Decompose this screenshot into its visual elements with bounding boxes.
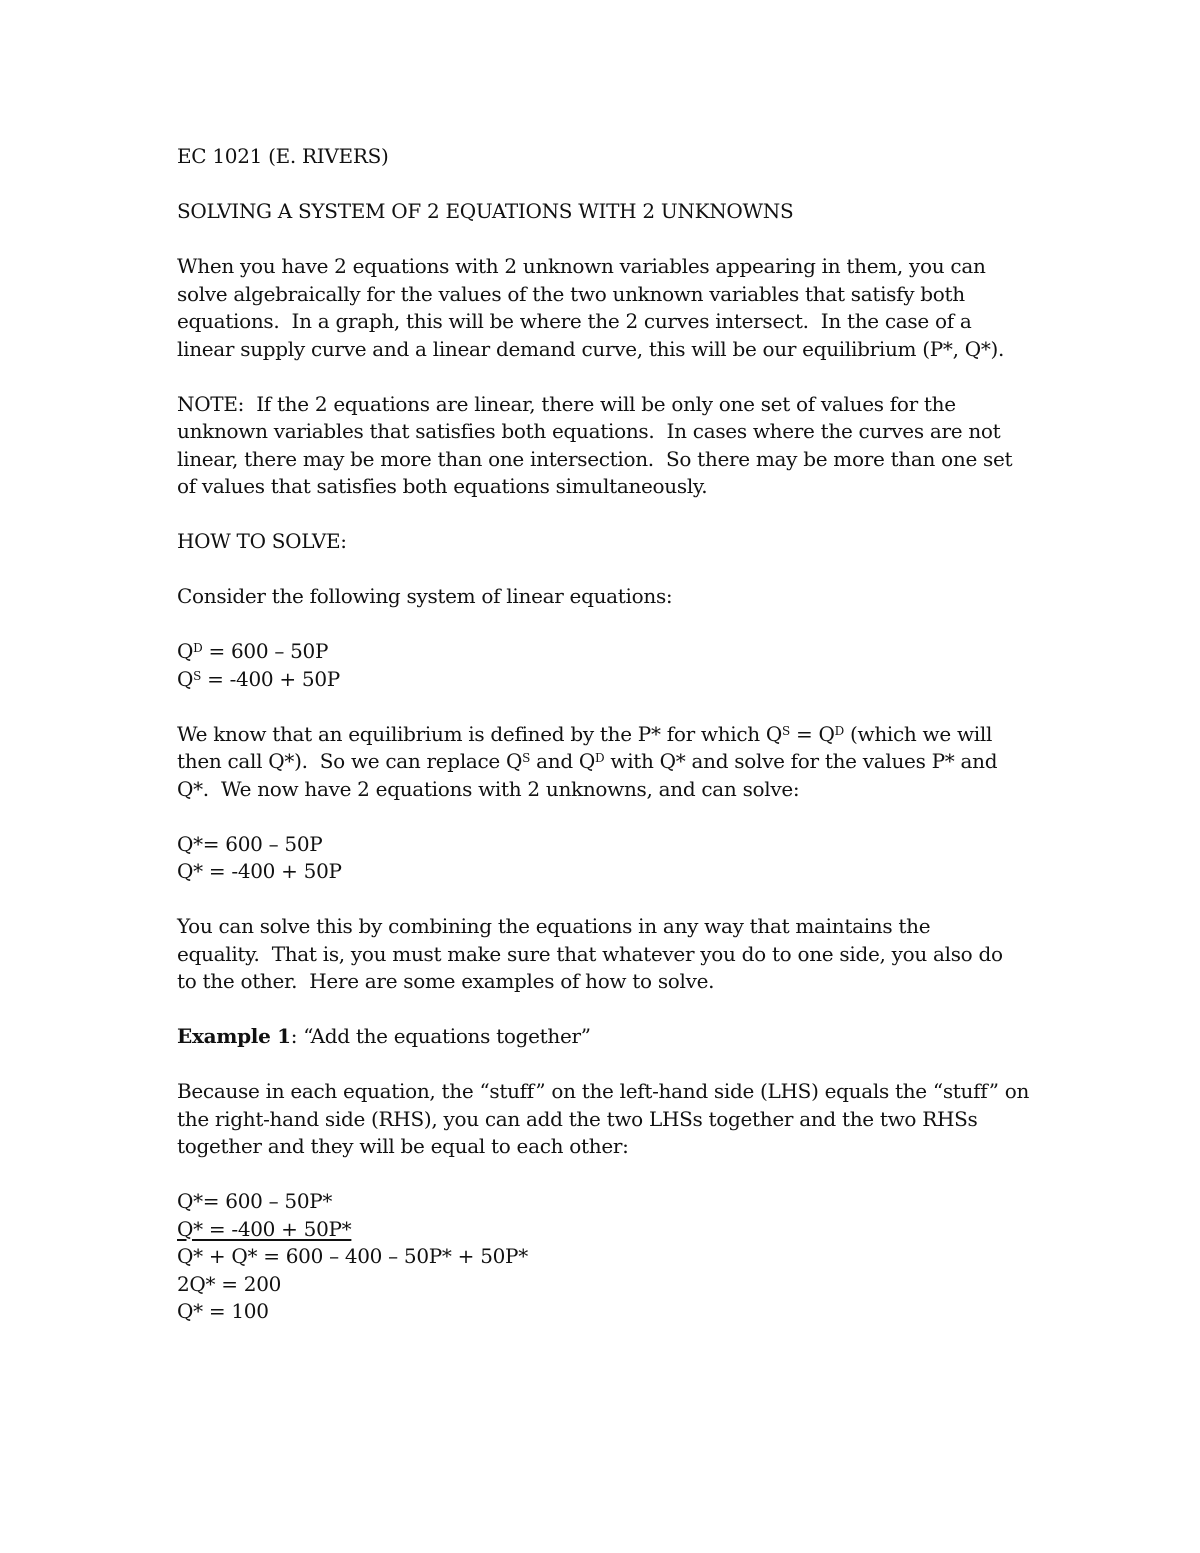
example-1-line: the right-hand side (RHS), you can add the two LHSs together and the two RHSs (177, 1106, 978, 1131)
solve-line: to the other. Here are some examples of how to solve. (177, 969, 715, 993)
note-line: NOTE: If the 2 equations are linear, there will be only one set of values for the (177, 391, 956, 416)
text-run: and Q (530, 749, 595, 773)
course-header: EC 1021 (E. RIVERS) (177, 144, 389, 168)
underlined-equation: Q* = -400 + 50P* (177, 1216, 352, 1241)
spacer (177, 501, 1037, 529)
demand-rhs: = 600 – 50P (202, 639, 329, 663)
solve-paragraph (177, 913, 1037, 996)
spacer (177, 611, 1037, 639)
supply-rhs: = -400 + 50P (201, 666, 340, 691)
superscript: D (594, 751, 605, 765)
demand-equation (177, 638, 1037, 666)
linear-system (177, 638, 1037, 693)
spacer (177, 556, 1037, 584)
spacer (177, 1051, 1037, 1079)
equilibrium-line (177, 721, 1037, 749)
spacer (177, 1161, 1037, 1189)
how-to-heading: HOW TO SOLVE: (177, 529, 347, 553)
note-paragraph (177, 391, 1037, 501)
intro-line: When you have 2 equations with 2 unknown variables appearing in them, you can (177, 254, 986, 278)
example-1-paragraph (177, 1078, 1037, 1161)
spacer (177, 226, 1037, 254)
intro-line: linear supply curve and a linear demand curve, this will be our equilibrium (P*, Q*). (177, 336, 1005, 361)
supply-equation (177, 666, 1037, 694)
document-title: SOLVING A SYSTEM OF 2 EQUATIONS WITH 2 UNKNOWNS (177, 199, 794, 223)
spacer (177, 171, 1037, 199)
superscript: S (522, 751, 531, 765)
solve-line: You can solve this by combining the equations in any way that maintains the (177, 914, 931, 938)
step-equation: Q*= 600 – 50P* (177, 1189, 333, 1213)
step-equation: Q* + Q* = 600 – 400 – 50P* + 50P* (177, 1244, 528, 1268)
example-1-label: Example 1 (177, 1024, 291, 1048)
text-run: We know that an equilibrium is defined by the P* for which Q (177, 721, 783, 746)
example-1-line: together and they will be equal to each other: (177, 1134, 629, 1158)
demand-superscript: D (193, 641, 203, 655)
intro-paragraph (177, 253, 1037, 363)
equilibrium-line: Q*. We now have 2 equations with 2 unknowns, and can solve: (177, 776, 800, 801)
superscript: D (834, 723, 844, 738)
demand-lhs: Q (177, 639, 194, 663)
equilibrium-paragraph (177, 721, 1037, 804)
note-line: of values that satisfies both equations simultaneously. (177, 474, 708, 498)
superscript: S (782, 723, 790, 738)
text-run: with Q* and solve for the values P* and (604, 749, 998, 773)
spacer (177, 803, 1037, 831)
text-run: (which we will (843, 721, 993, 746)
equation: Q*= 600 – 50P (177, 831, 323, 856)
spacer (177, 996, 1037, 1024)
note-line: unknown variables that satisfies both equations. In cases where the curves are not (177, 419, 1001, 443)
intro-line: equations. In a graph, this will be where the 2 curves intersect. In the case of a (177, 309, 972, 333)
step-equation: 2Q* = 200 (177, 1271, 282, 1296)
note-line: linear, there may be more than one intersection. So there may be more than one set (177, 446, 1013, 471)
equation: Q* = -400 + 50P (177, 859, 342, 883)
supply-superscript: S (193, 668, 202, 683)
example-1-line: Because in each equation, the “stuff” on the left-hand side (LHS) equals the “stuff” on (177, 1079, 1030, 1103)
spacer (177, 886, 1037, 914)
equation-system-2 (177, 831, 1037, 886)
step-equation (177, 1216, 1037, 1244)
intro-line: solve algebraically for the values of the two unknown variables that satisfy both (177, 281, 965, 306)
equilibrium-line (177, 748, 1037, 776)
spacer (177, 693, 1037, 721)
solve-line: equality. That is, you must make sure that whatever you do to one side, you also do (177, 941, 1003, 966)
supply-lhs: Q (177, 666, 194, 691)
example-1-title: : “Add the equations together” (290, 1024, 591, 1048)
spacer (177, 363, 1037, 391)
example-1-heading (177, 1023, 1037, 1051)
text-run: then call Q*). So we can replace Q (177, 749, 523, 773)
text-run: = Q (789, 721, 835, 746)
document-body (177, 143, 1037, 1326)
step-equation: Q* = 100 (177, 1299, 269, 1323)
consider-line: Consider the following system of linear equations: (177, 584, 673, 608)
example-1-steps (177, 1188, 1037, 1326)
